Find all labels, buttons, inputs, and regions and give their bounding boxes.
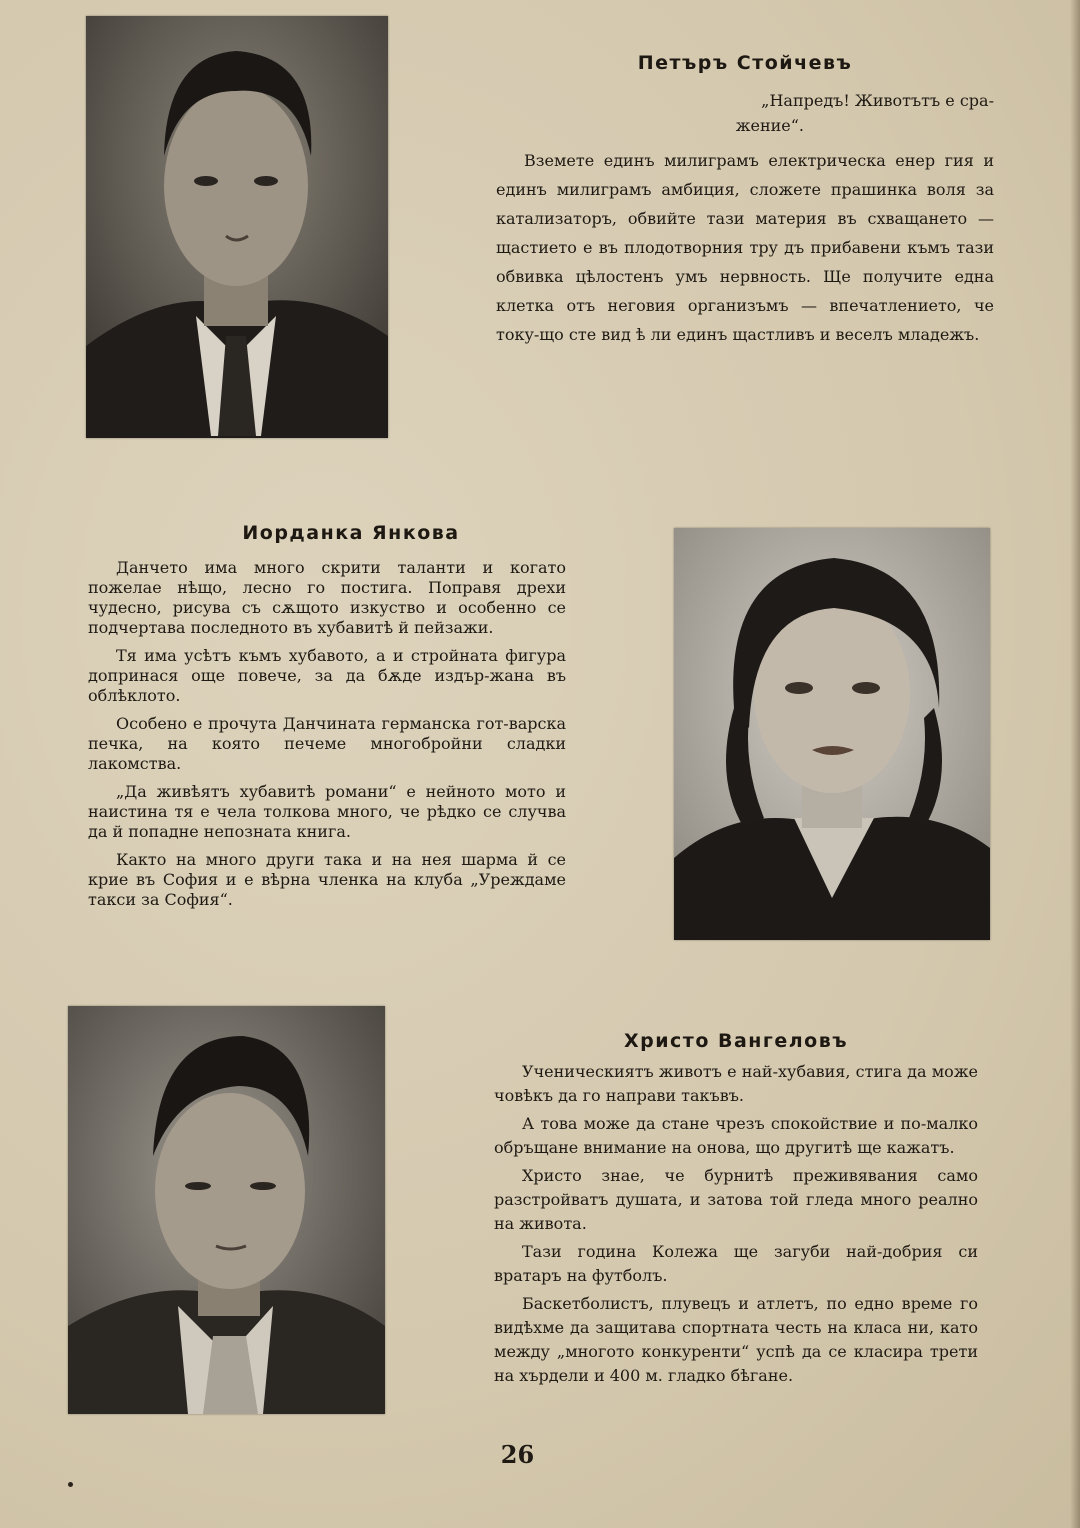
paragraph: Тази година Колежа ще загуби най-добрия си вратаръ на футболъ. xyxy=(494,1242,978,1285)
entry-name: Христо Вангеловъ xyxy=(623,1030,849,1052)
paragraph: „Да живѣятъ хубавитѣ романи“ е нейното мото и наистина тя е чела толкова много, че рѣдко се случва да й попадне непозната книга. xyxy=(88,782,566,841)
entry-yordanka-yankova xyxy=(88,522,566,918)
entry-name: Петъръ Стойчевъ xyxy=(637,52,853,74)
paragraph: Особено е прочута Данчината германска гот-варска печка, на която печеме многобройни сладки лакомства. xyxy=(88,714,566,773)
page-edge-shadow xyxy=(1070,0,1080,1528)
motto-line: „Напредъ! Животътъ е сра- xyxy=(761,91,994,110)
photo-petar-stoychev xyxy=(86,16,388,438)
paragraph: А това може да стане чрезъ спокойствие и по-малко обръщане внимание на онова, що другитѣ ще кажатъ. xyxy=(494,1114,978,1157)
photo-hristo-vangelov xyxy=(68,1006,385,1414)
motto-line: жение“. xyxy=(735,116,804,135)
paragraph: Христо знае, че бурнитѣ преживявания само разстройватъ душата, и затова той гледа много реално на живота. xyxy=(494,1166,978,1233)
entry-hristo-vangelov xyxy=(494,1030,978,1392)
entry-name: Иорданка Янкова xyxy=(242,522,460,544)
paragraph: Данчето има много скрити таланти и когато пожелае нѣщо, лесно го постига. Поправя дрехи чудесно, рисува съ сѫщото изкуство и особенно се подчертава последното въ хубавитѣ й пейзажи. xyxy=(88,558,566,637)
photo-yordanka-yankova xyxy=(674,528,990,940)
page-number: 26 xyxy=(500,1440,535,1469)
paragraph: Ученическиятъ животъ е най-хубавия, стига да може човѣкъ да го направи такъвъ. xyxy=(494,1062,978,1105)
paragraph: Вземете единъ милиграмъ електрическа енер гия и единъ милиграмъ амбиция, сложете прашинка воля за катализаторъ, обвийте тази материя въ схващането — щастието е въ плодотворния тру дъ прибавени къмъ тази обвивка цѣлостенъ умъ нервность. Ще получите една клетка отъ неговия организъмъ — впечатлението, че току-що сте вид ѣ ли единъ щастливъ и веселъ младежъ. xyxy=(496,151,994,344)
paragraph: Тя има усѣтъ къмъ хубавото, а и стройната фигура допринася още повече, за да бѫде издър-жана въ облѣклото. xyxy=(88,646,566,705)
paragraph: Както на много други така и на нея шарма й се крие въ София и е вѣрна членка на клуба „Уреждаме такси за София“. xyxy=(88,850,566,909)
decorative-dot xyxy=(68,1482,73,1487)
paragraph: Баскетболистъ, плувецъ и атлетъ, по едно време го видѣхме да защитава спортната честь на класа ни, като между „многото конкуренти“ успѣ да се класира трети на хърдели и 400 м. гладко бѣгане. xyxy=(494,1294,978,1385)
entry-petar-stoychev xyxy=(496,52,994,349)
